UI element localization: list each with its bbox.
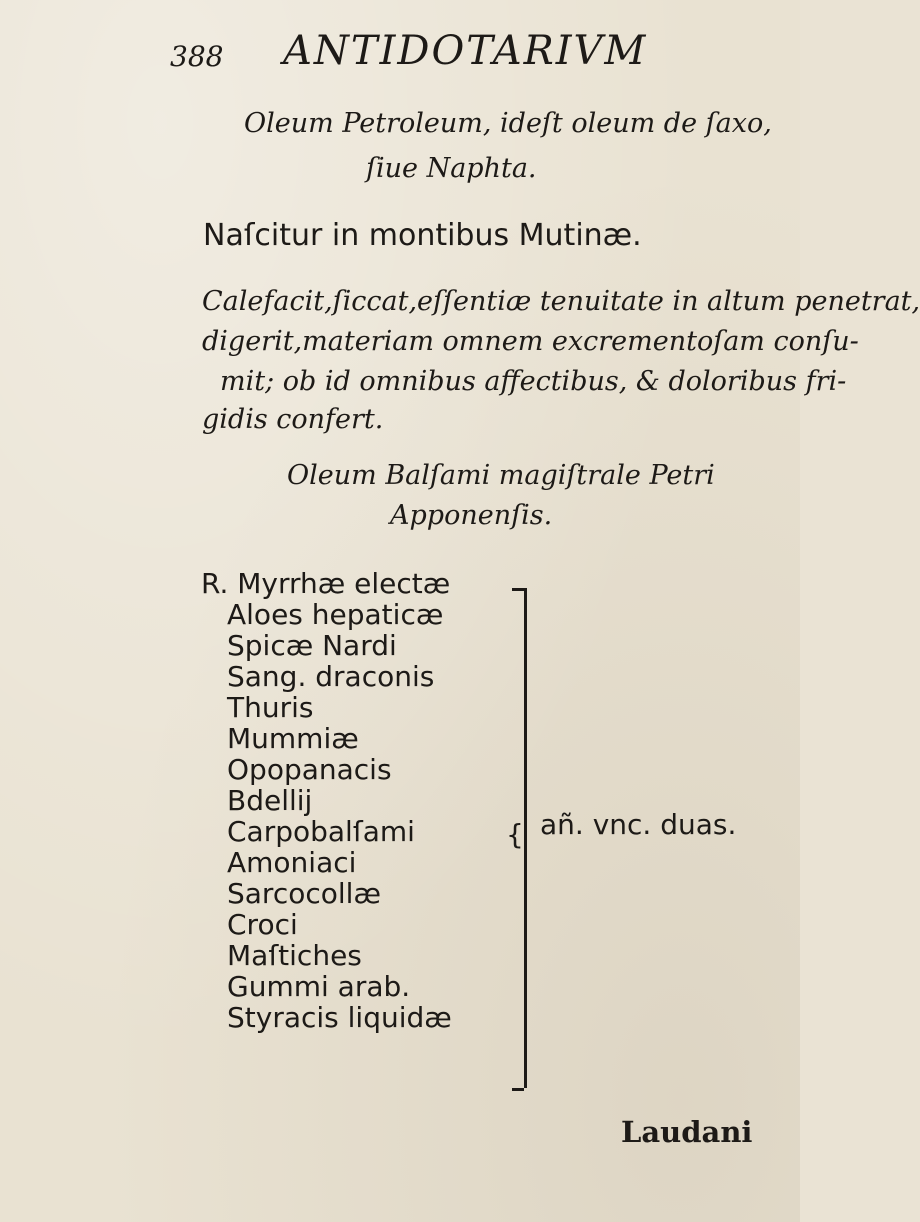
recipe-ingredient: Maſtiches [227, 939, 362, 972]
section-title-petroleum-line1: Oleum Petroleum, ideſt oleum de ſaxo, [244, 108, 772, 139]
recipe-ingredient: Carpobalſami [227, 815, 415, 848]
section-title-petroleum-line2: ſiue Naphta. [366, 153, 537, 184]
recipe-ingredient: Sarcocollæ [227, 877, 381, 910]
recipe-ingredient: Sang. draconis [227, 660, 435, 693]
recipe-bracket-point: { [506, 818, 524, 851]
virtues-line: Calefacit,ſiccat,eſſentiæ tenuitate in altum penetrat, [202, 286, 920, 317]
recipe-ingredient: Croci [227, 908, 298, 941]
recipe-ingredient: Spicæ Nardi [227, 629, 397, 662]
recipe-ingredient: Styracis liquidæ [227, 1001, 452, 1034]
recipe-ingredient: Mummiæ [227, 722, 359, 755]
section-title-balsam-line1: Oleum Balſami magiſtrale Petri [287, 460, 715, 491]
section-title-balsam-line2: Apponenſis. [390, 500, 553, 531]
recipe-bracket-bottom-tick [512, 1088, 524, 1091]
recipe-ingredient: Opopanacis [227, 753, 392, 786]
recipe-ingredient: Gummi arab. [227, 970, 411, 1003]
recipe-ingredient: Thuris [227, 691, 314, 724]
page-number: 388 [170, 40, 224, 73]
recipe-ingredient: Aloes hepaticæ [227, 598, 444, 631]
recipe-ingredient: Amoniaci [227, 846, 357, 879]
origin-text: Naſcitur in montibus Mutinæ. [203, 218, 642, 253]
recipe-ingredient-list [201, 568, 452, 1033]
virtues-line: digerit,materiam omnem excrementoſam conſu- [202, 326, 859, 357]
recipe-ingredient: R. Myrrhæ electæ [201, 567, 451, 600]
recipe-dosage: añ. vnc. duas. [540, 808, 737, 841]
virtues-line: mit; ob id omnibus affectibus, & doloribus fri- [220, 366, 847, 397]
virtues-line: gidis confert. [202, 404, 384, 435]
running-head: ANTIDOTARIVM [283, 28, 648, 74]
catchword: Laudani [621, 1115, 753, 1149]
recipe-ingredient: Bdellij [227, 784, 313, 817]
recipe-bracket-top-tick [512, 588, 524, 591]
